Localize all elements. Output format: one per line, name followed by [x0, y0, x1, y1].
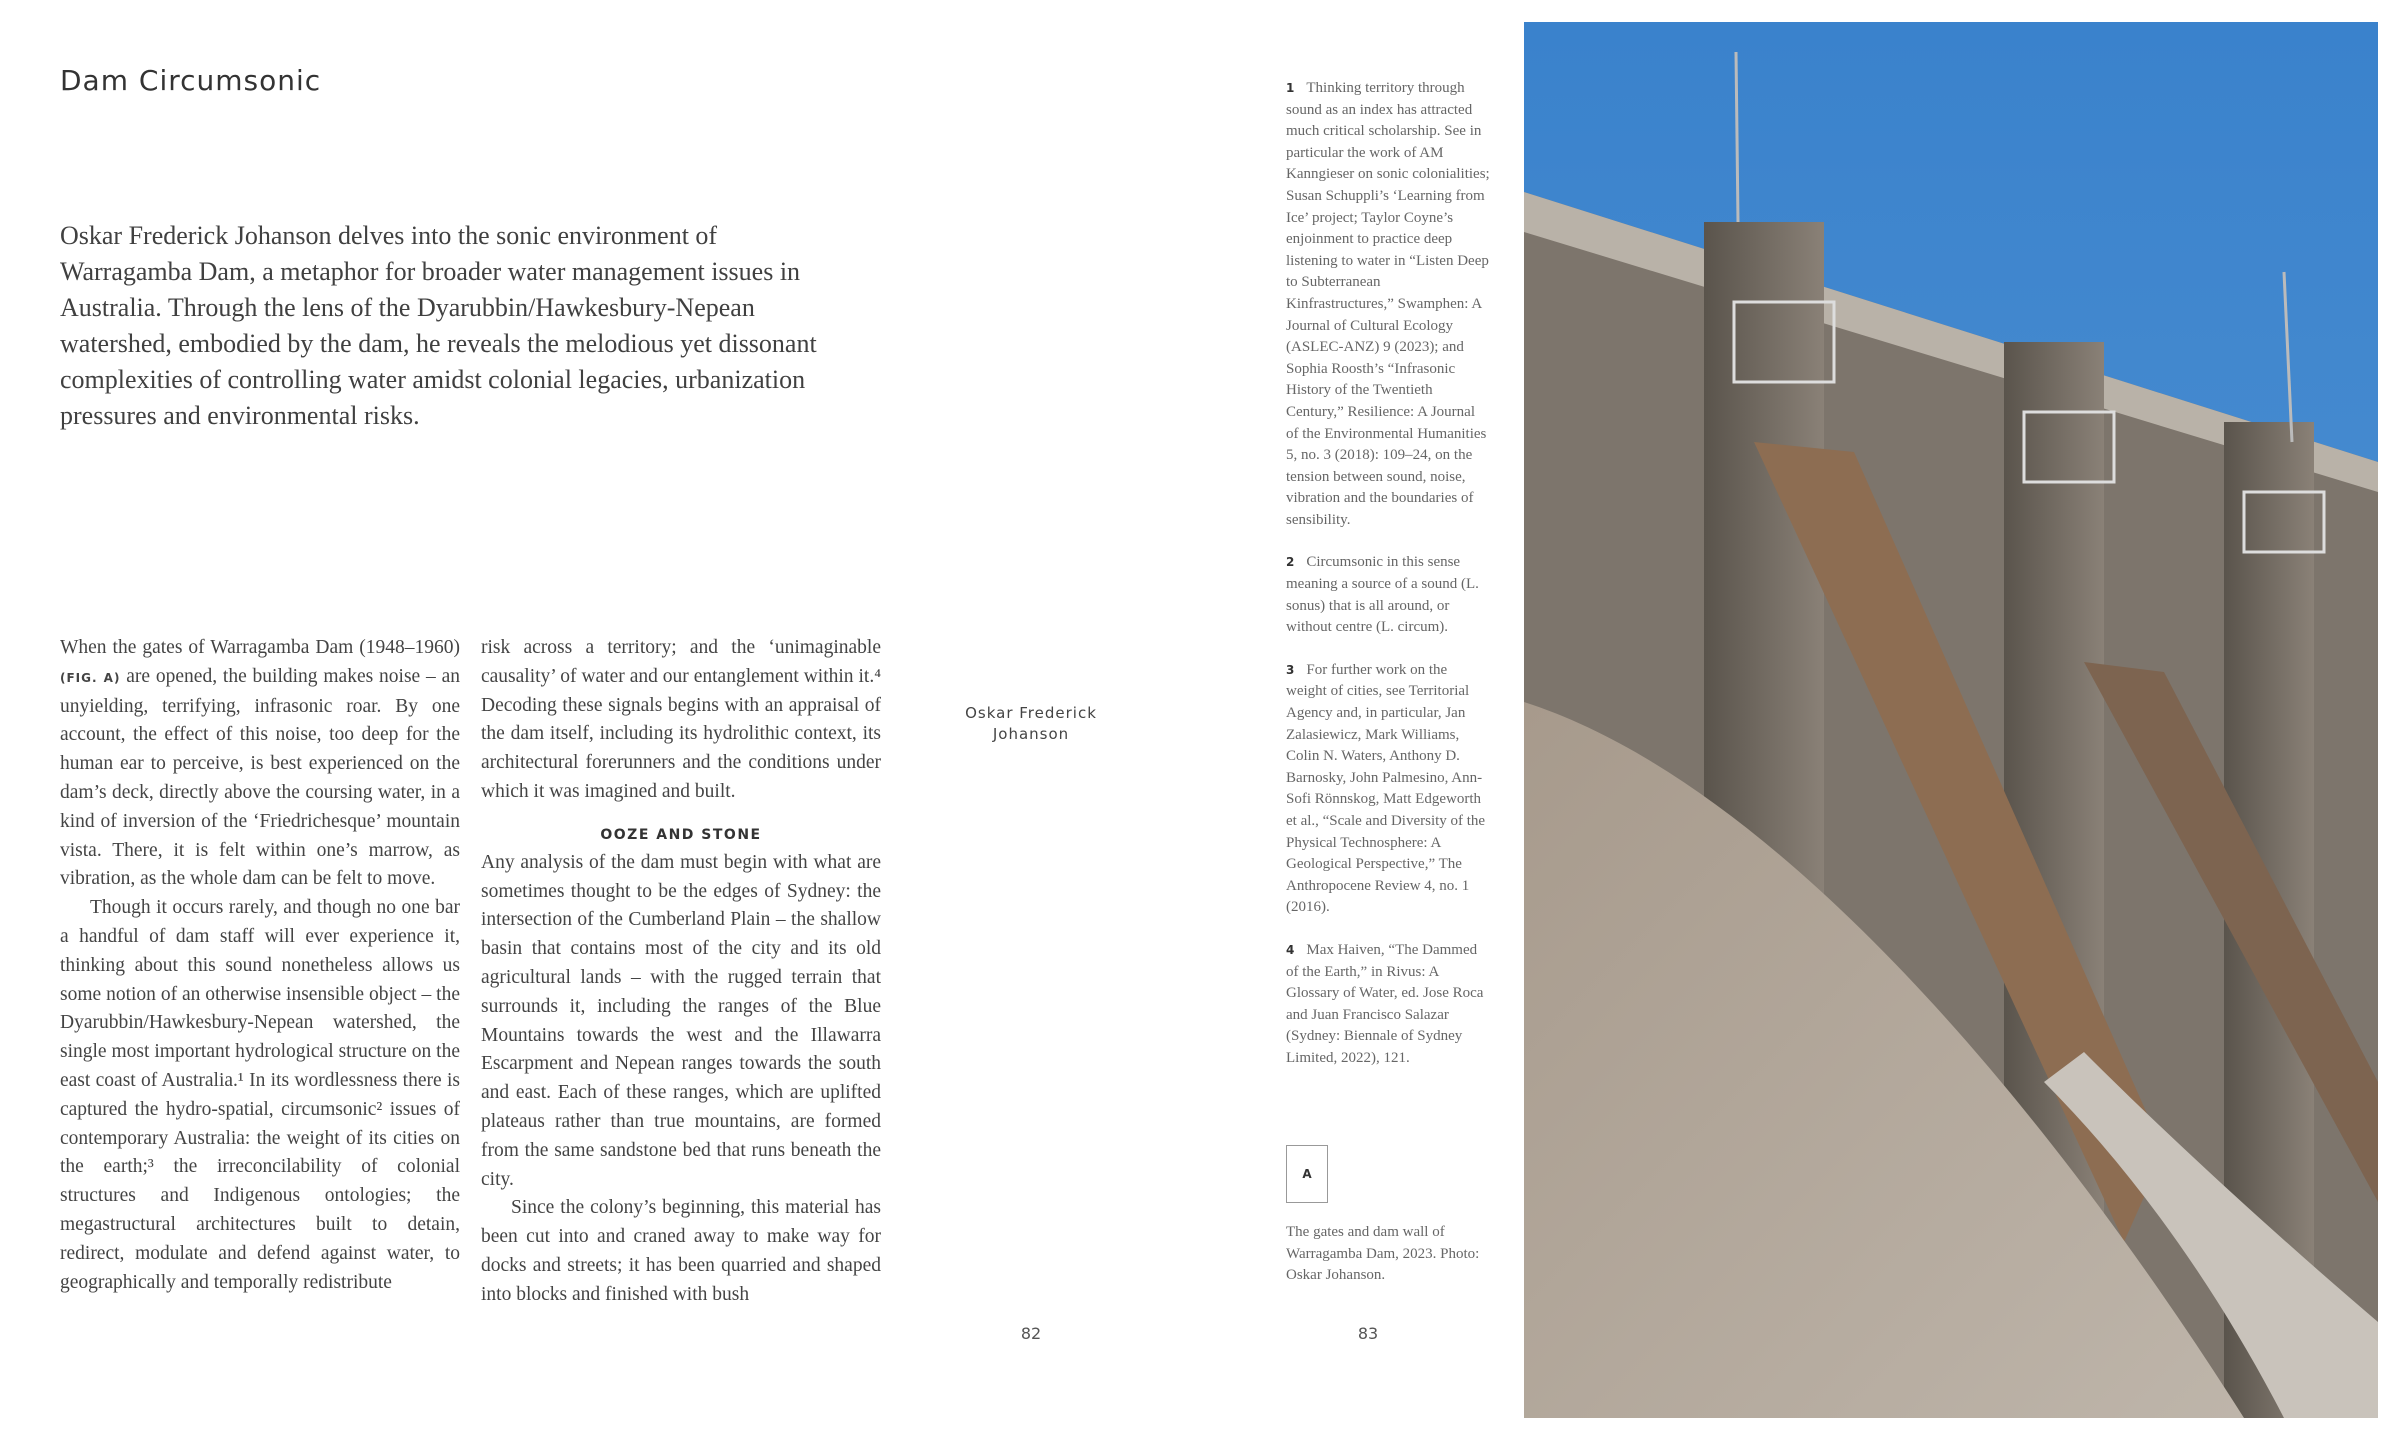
- text-run: When the gates of Warragamba Dam (1948–1960): [60, 637, 460, 658]
- body-paragraph: Any analysis of the dam must begin with what are sometimes thought to be the edges of Sydney: the intersection of the Cumberland Plain – the shallow basin that contains most of the city and its old agricultural lands – with the rugged terrain that surrounds it, including the ranges of the Blue Mountains towards the west and the Illawarra Escarpment and Nepean ranges towards the south and east. Each of these ranges, which are uplifted plateaus rather than true mountains, are formed from the same sandstone bed that runs beneath the city.: [481, 851, 881, 1190]
- body-column-1: [60, 634, 460, 1297]
- footnote: [1286, 940, 1490, 1070]
- body-paragraph: risk across a territory; and the ‘unimaginable causality’ of water and our entanglement within it.⁴ Decoding these signals begins with an appraisal of the dam itself, including its hydrolithic context, its architectural forerunners and the conditions under which it was imagined and built.: [481, 637, 881, 802]
- footnotes: [1286, 78, 1490, 1091]
- footnote-number: 2: [1286, 555, 1295, 570]
- footnote-text: For further work on the weight of cities, see Territorial Agency and, in particular, Jan Zalasiewicz, Mark Williams, Colin N. Waters, Anthony D. Barnosky, John Palmesino, Ann-Sofi Rönnskog, Matt Edgeworth et al., “Scale and Diversity of the Physical Technosphere: A Geological Perspective,” The Anthropocene Review 4, no. 1 (2016).: [1286, 661, 1486, 916]
- section-subheading: OOZE AND STONE: [600, 826, 762, 843]
- footnote-number: 1: [1286, 81, 1295, 95]
- footnote-text: Circumsonic in this sense meaning a source of a sound (L. sonus) that is all around, or without centre (L. circum).: [1286, 554, 1479, 636]
- page-number-right: 83: [1357, 1324, 1379, 1343]
- figure-label-box: A: [1286, 1145, 1328, 1203]
- dam-photo: [1524, 22, 2378, 1418]
- footnote: [1286, 552, 1490, 638]
- footnote-text: Thinking territory through sound as an index has attracted much critical scholarship. See in particular the work of AM Kanngieser on sonic colonialities; Susan Schuppli’s ‘Learning from Ice’ project; Taylor Coyne’s enjoinment to practice deep listening to water in “Listen Deep to Subterranean Kinfrastructures,” Swamphen: A Journal of Cultural Ecology (ASLEC-ANZ) 9 (2023); and Sophia Roosth’s “Infrasonic History of the Twentieth Century,” Resilience: A Journal of the Environmental Humanities 5, no. 3 (2018): 109–24, on the tension between sound, noise, vibration and the boundaries of sensibility.: [1286, 80, 1490, 528]
- body-column-2: [481, 634, 881, 1310]
- article-title: Dam Circumsonic: [60, 64, 322, 97]
- body-paragraph: [60, 634, 460, 894]
- author-name: Oskar Frederick Johanson: [965, 704, 1097, 743]
- intro-paragraph: Oskar Frederick Johanson delves into the sonic environment of Warragamba Dam, a metaphor for broader water management issues in Australia. Through the lens of the Dyarubbin/Hawkesbury-Nepean watershed, embodied by the dam, he reveals the melodious yet dissonant complexities of controlling water amidst colonial legacies, urbanization pressures and environmental risks.: [60, 221, 817, 430]
- figure-caption: The gates and dam wall of Warragamba Dam, 2023. Photo: Oskar Johanson.: [1286, 1224, 1480, 1284]
- figure-reference[interactable]: (FIG. A): [60, 670, 121, 685]
- body-paragraph: Since the colony’s beginning, this material has been cut into and craned away to make way for docks and streets; it has been quarried and shaped into blocks and finished with bush: [481, 1197, 881, 1305]
- body-paragraph: Though it occurs rarely, and though no one bar a handful of dam staff will ever experience it, thinking about this sound nonetheless allows us some notion of an otherwise insensible object – the Dyarubbin/Hawkesbury-Nepean watershed, the single most important hydrological structure on the east coast of Australia.¹ In its wordlessness there is captured the hydro-spatial, circumsonic² issues of contemporary Australia: the weight of its cities on the earth;³ the irreconcilability of colonial structures and Indigenous ontologies; the megastructural architectures built to detain, redirect, modulate and defend against water, to geographically and temporally redistribute: [60, 897, 460, 1293]
- text-run: are opened, the building makes noise – an unyielding, terrifying, infrasonic roar. By one account, the effect of this noise, too deep for the human ear to perceive, is best experienced on the dam’s deck, directly above the coursing water, in a kind of inversion of the ‘Friedrichesque’ mountain vista. There, it is felt within one’s marrow, as vibration, as the whole dam can be felt to move.: [60, 665, 460, 890]
- footnote-number: 3: [1286, 662, 1295, 677]
- dam-photo-illustration: [1524, 22, 2378, 1418]
- footnote-number: 4: [1286, 942, 1295, 957]
- footnote: [1286, 660, 1490, 919]
- footnote-text: Max Haiven, “The Dammed of the Earth,” in Rivus: A Glossary of Water, ed. Jose Roca and Juan Francisco Salazar (Sydney: Biennale of Sydney Limited, 2022), 121.: [1286, 941, 1484, 1066]
- page-number-left: 82: [1020, 1324, 1042, 1343]
- footnote: [1286, 78, 1490, 531]
